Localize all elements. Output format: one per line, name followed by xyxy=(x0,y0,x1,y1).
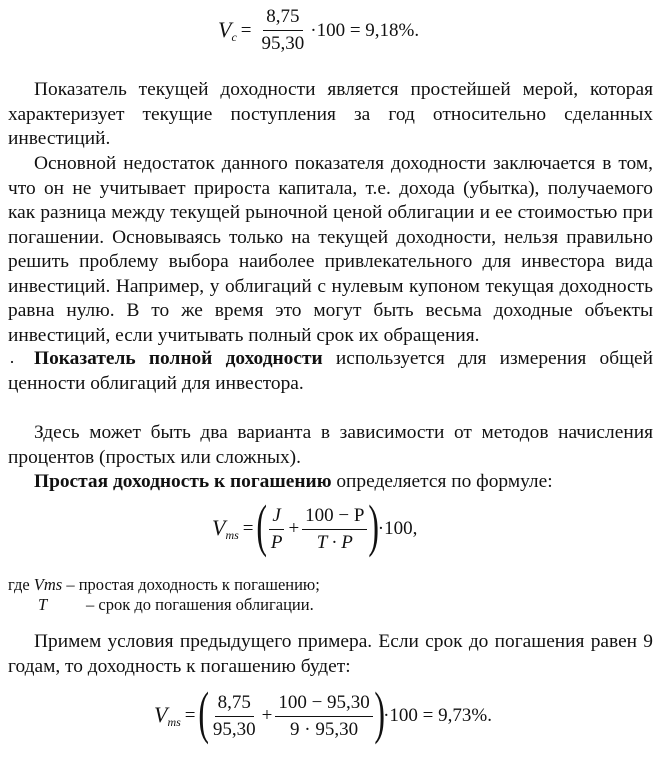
legend-line-vms: где Vms – простая доходность к погашению; xyxy=(8,575,320,594)
fraction-numerator: 100 − 95,30 xyxy=(275,692,372,717)
plus-sign: + xyxy=(261,705,273,726)
open-paren: ( xyxy=(255,493,267,558)
legend-line-t: T – срок до погашения облигации. xyxy=(38,595,314,614)
paragraph-example: Примем условия предыдущего примера. Если срок до погашения равен 9 годам, то доходность к погашению будет: xyxy=(8,631,653,677)
formula-simple-yield xyxy=(212,493,418,558)
fraction-numerator: 8,75 xyxy=(215,692,254,717)
paragraph-current-yield: Показатель текущей доходности является простейшей мерой, которая характеризует текущие поступления за год относительно сделанных инвестиций. xyxy=(8,79,653,149)
term-simple-yield: Простая доходность к погашению xyxy=(34,471,332,492)
close-paren: ) xyxy=(368,493,380,558)
fraction-denominator: P xyxy=(270,531,283,553)
fraction-denominator: T · P xyxy=(316,531,353,553)
bullet-marker: · xyxy=(9,352,15,372)
plus-sign: + xyxy=(288,518,300,539)
fraction-coupon xyxy=(210,692,259,741)
equals-sign: = xyxy=(184,705,196,726)
formula-result: ·100 = 9,73%. xyxy=(383,705,492,726)
paragraph-full-yield: Показатель полной доходности используется для измерения общей ценности облигаций для инвестора. xyxy=(8,348,653,394)
fraction-numerator: J xyxy=(269,505,283,530)
paragraph-drawback: Основной недостаток данного показателя доходности заключается в том, что он не учитывает прироста капитала, т.е. дохода (убытка), получаемого как разница между текущей рыночной ценой облигации и ее стоимостью при погашении. Основываясь только на текущей доходности, нельзя правильно решить проблему выбора наиболее привлекательного для инвестора вида инвестиций. Например, у облигаций с нулевым купоном текущая доходность равна нулю. В то же время это могут быть весьма доходные объекты инвестиций, если учитывать полный срок их обращения. xyxy=(8,153,653,346)
formula-result: ·100, xyxy=(377,518,418,539)
fraction-numerator: 100 − P xyxy=(302,505,367,530)
term-full-yield: Показатель полной доходности xyxy=(34,348,323,369)
fraction-denominator: 9 · 95,30 xyxy=(290,718,359,740)
legend-symbol: Vms xyxy=(33,575,63,594)
formula-current-yield xyxy=(218,6,419,55)
open-paren: ( xyxy=(197,680,209,745)
close-paren: ) xyxy=(374,680,385,745)
formula-lhs: $V_c$ xyxy=(218,16,237,44)
formula-lhs: $V_{ms}$ xyxy=(212,515,239,542)
fraction-price-term xyxy=(302,505,367,554)
fraction xyxy=(259,6,308,55)
fraction-j-over-p xyxy=(268,505,286,554)
fraction-price-term xyxy=(275,692,372,741)
formula-example-yield xyxy=(154,680,492,745)
fraction-numerator: 8,75 xyxy=(263,6,302,31)
formula-result: ·100 = 9,18%. xyxy=(310,19,420,41)
legend-symbol: T xyxy=(38,595,48,614)
fraction-denominator: 95,30 xyxy=(261,33,305,54)
equals-sign: = xyxy=(242,518,254,539)
paragraph-variants: Здесь может быть два варианта в зависимости от методов начисления процентов (простых или сложных). xyxy=(8,422,653,468)
equals-sign: = xyxy=(240,19,252,41)
formula-lhs: $V_{ms}$ xyxy=(154,702,181,729)
paragraph-simple-yield: Простая доходность к погашению определяется по формуле: xyxy=(34,471,553,492)
fraction-denominator: 95,30 xyxy=(212,718,256,740)
